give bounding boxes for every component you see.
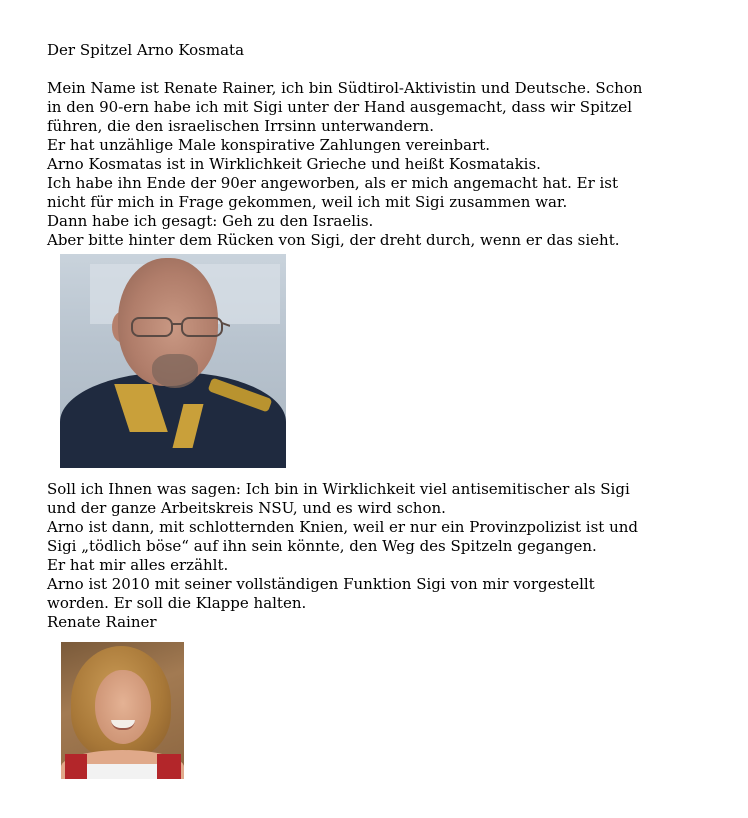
document-body bbox=[47, 41, 727, 779]
garment-right bbox=[157, 754, 181, 779]
face-shape bbox=[95, 670, 151, 744]
glasses-icon bbox=[130, 314, 230, 340]
paragraph-statement: Soll ich Ihnen was sagen: Ich bin in Wirklichkeit viel antisemitischer als Sigi und der ganze Arbeitskreis NSU, und es wird schon. Arno ist dann, mit schlotternden Knien, weil er nur ein Provinzpolizist ist und Sigi „tödlich böse“ auf ihn sein könnte, den Weg des Spitzeln gegangen. Er hat mir alles erzählt. Arno ist 2010 mit seiner vollständigen Funktion Sigi von mir vorgestellt worden. Er soll die Klappe halten. Renate Rainer bbox=[47, 480, 638, 631]
paragraph-intro: Mein Name ist Renate Rainer, ich bin Südtirol-Aktivistin und Deutsche. Schon in den 90-ern habe ich mit Sigi unter der Hand ausgemacht, dass wir Spitzel führen, die den israelischen Irrsinn unterwandern. Er hat unzählige Male konspirative Zahlungen vereinbart. Arno Kosmatas ist in Wirklichkeit Grieche und heißt Kosmatakis. Ich habe ihn Ende der 90er angeworben, als er mich angemacht hat. Er ist nicht für mich in Frage gekommen, weil ich mit Sigi zusammen war. Dann habe ich gesagt: Geh zu den Israelis. Aber bitte hinter dem Rücken von Sigi, der dreht durch, wenn er das sieht. bbox=[47, 79, 643, 249]
photo-woman-portrait bbox=[61, 642, 184, 779]
photo-officer-portrait bbox=[60, 254, 286, 468]
blouse-shape bbox=[87, 764, 157, 779]
garment-left bbox=[65, 754, 87, 779]
spacer bbox=[47, 60, 727, 79]
document-title: Der Spitzel Arno Kosmata bbox=[47, 41, 245, 59]
beard-shape bbox=[152, 354, 198, 388]
